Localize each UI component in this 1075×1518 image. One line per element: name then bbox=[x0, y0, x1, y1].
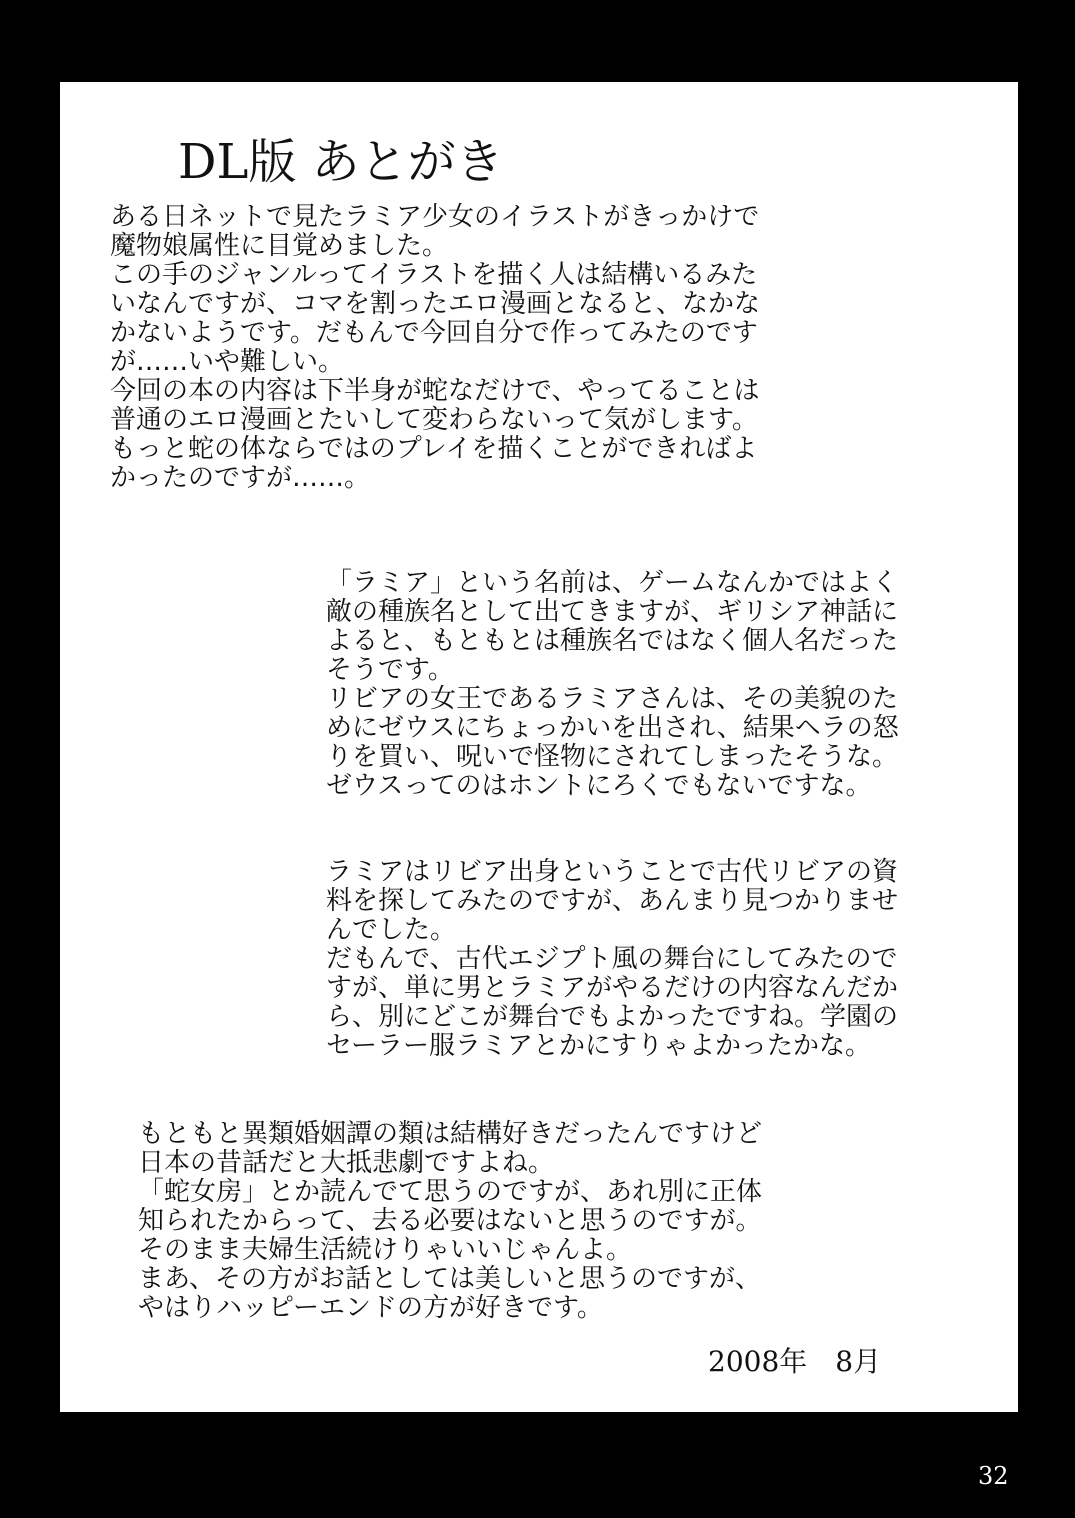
paragraph-lamia-myth bbox=[326, 569, 899, 801]
text-line: だもんで、古代エジプト風の舞台にしてみたので bbox=[326, 944, 898, 974]
paragraph-folklore bbox=[138, 1120, 762, 1323]
text-line: いなんですが、コマを割ったエロ漫画となると、なかな bbox=[110, 289, 761, 319]
text-line: かったのですが……。 bbox=[110, 463, 371, 493]
text-line: ある日ネットで見たラミア少女のイラストがきっかけで bbox=[110, 202, 760, 232]
text-line: セーラー服ラミアとかにすりゃよかったかな。 bbox=[326, 1031, 871, 1061]
text-line: すが、単に男とラミアがやるだけの内容なんだか bbox=[326, 973, 899, 1003]
text-line: よると、もともとは種族名ではなく個人名だった bbox=[326, 626, 899, 656]
text-line: もともと異類婚姻譚の類は結構好きだったんですけど bbox=[138, 1119, 763, 1149]
text-line: 今回の本の内容は下半身が蛇なだけで、やってることは bbox=[110, 376, 760, 406]
text-line: やはりハッピーエンドの方が好きです。 bbox=[138, 1293, 603, 1323]
text-line: この手のジャンルってイラストを描く人は結構いるみた bbox=[110, 260, 758, 290]
text-line: ら、別にどこが舞台でもよかったですね。学園の bbox=[326, 1002, 899, 1032]
page-number: 32 bbox=[978, 1462, 1009, 1490]
text-line: 日本の昔話だと大抵悲劇ですよね。 bbox=[138, 1148, 555, 1178]
text-line: 敵の種族名として出てきますが、ギリシア神話に bbox=[326, 597, 899, 627]
text-line: 知られたからって、去る必要はないと思うのですが。 bbox=[138, 1206, 762, 1236]
text-line: りを買い、呪いで怪物にされてしまったそうな。 bbox=[326, 742, 899, 772]
text-line: めにゼウスにちょっかいを出され、結果ヘラの怒 bbox=[326, 713, 899, 743]
text-line: リビアの女王であるラミアさんは、その美貌のた bbox=[326, 684, 899, 714]
paragraph-setting bbox=[326, 858, 898, 1061]
text-line: もっと蛇の体ならではのプレイを描くことができればよ bbox=[110, 434, 758, 464]
text-line: 「蛇女房」とか読んでて思うのですが、あれ別に正体 bbox=[138, 1177, 763, 1207]
text-line: が……いや難しい。 bbox=[110, 347, 345, 377]
text-line: ゼウスってのはホントにろくでもないですな。 bbox=[326, 771, 872, 801]
text-line: かないようです。だもんで今回自分で作ってみたのです bbox=[110, 318, 758, 348]
text-line: 魔物娘属性に目覚めました。 bbox=[110, 231, 449, 261]
text-line: 「ラミア」という名前は、ゲームなんかではよく bbox=[326, 568, 899, 598]
text-line: そのまま夫婦生活続けりゃいいじゃんよ。 bbox=[138, 1235, 633, 1265]
text-line: 普通のエロ漫画とたいして変わらないって気がします。 bbox=[110, 405, 758, 435]
text-line: ラミアはリビア出身ということで古代リビアの資 bbox=[326, 857, 899, 887]
text-line: そうです。 bbox=[326, 655, 454, 685]
page-title: DL版 あとがき bbox=[178, 134, 504, 190]
text-line: んでした。 bbox=[326, 915, 457, 945]
text-line: まあ、その方がお話としては美しいと思うのですが、 bbox=[138, 1264, 761, 1294]
text-line: 料を探してみたのですが、あんまり見つかりませ bbox=[326, 886, 899, 916]
date-signature: 2008年 8月 bbox=[708, 1345, 882, 1378]
paragraph-intro bbox=[110, 203, 760, 493]
